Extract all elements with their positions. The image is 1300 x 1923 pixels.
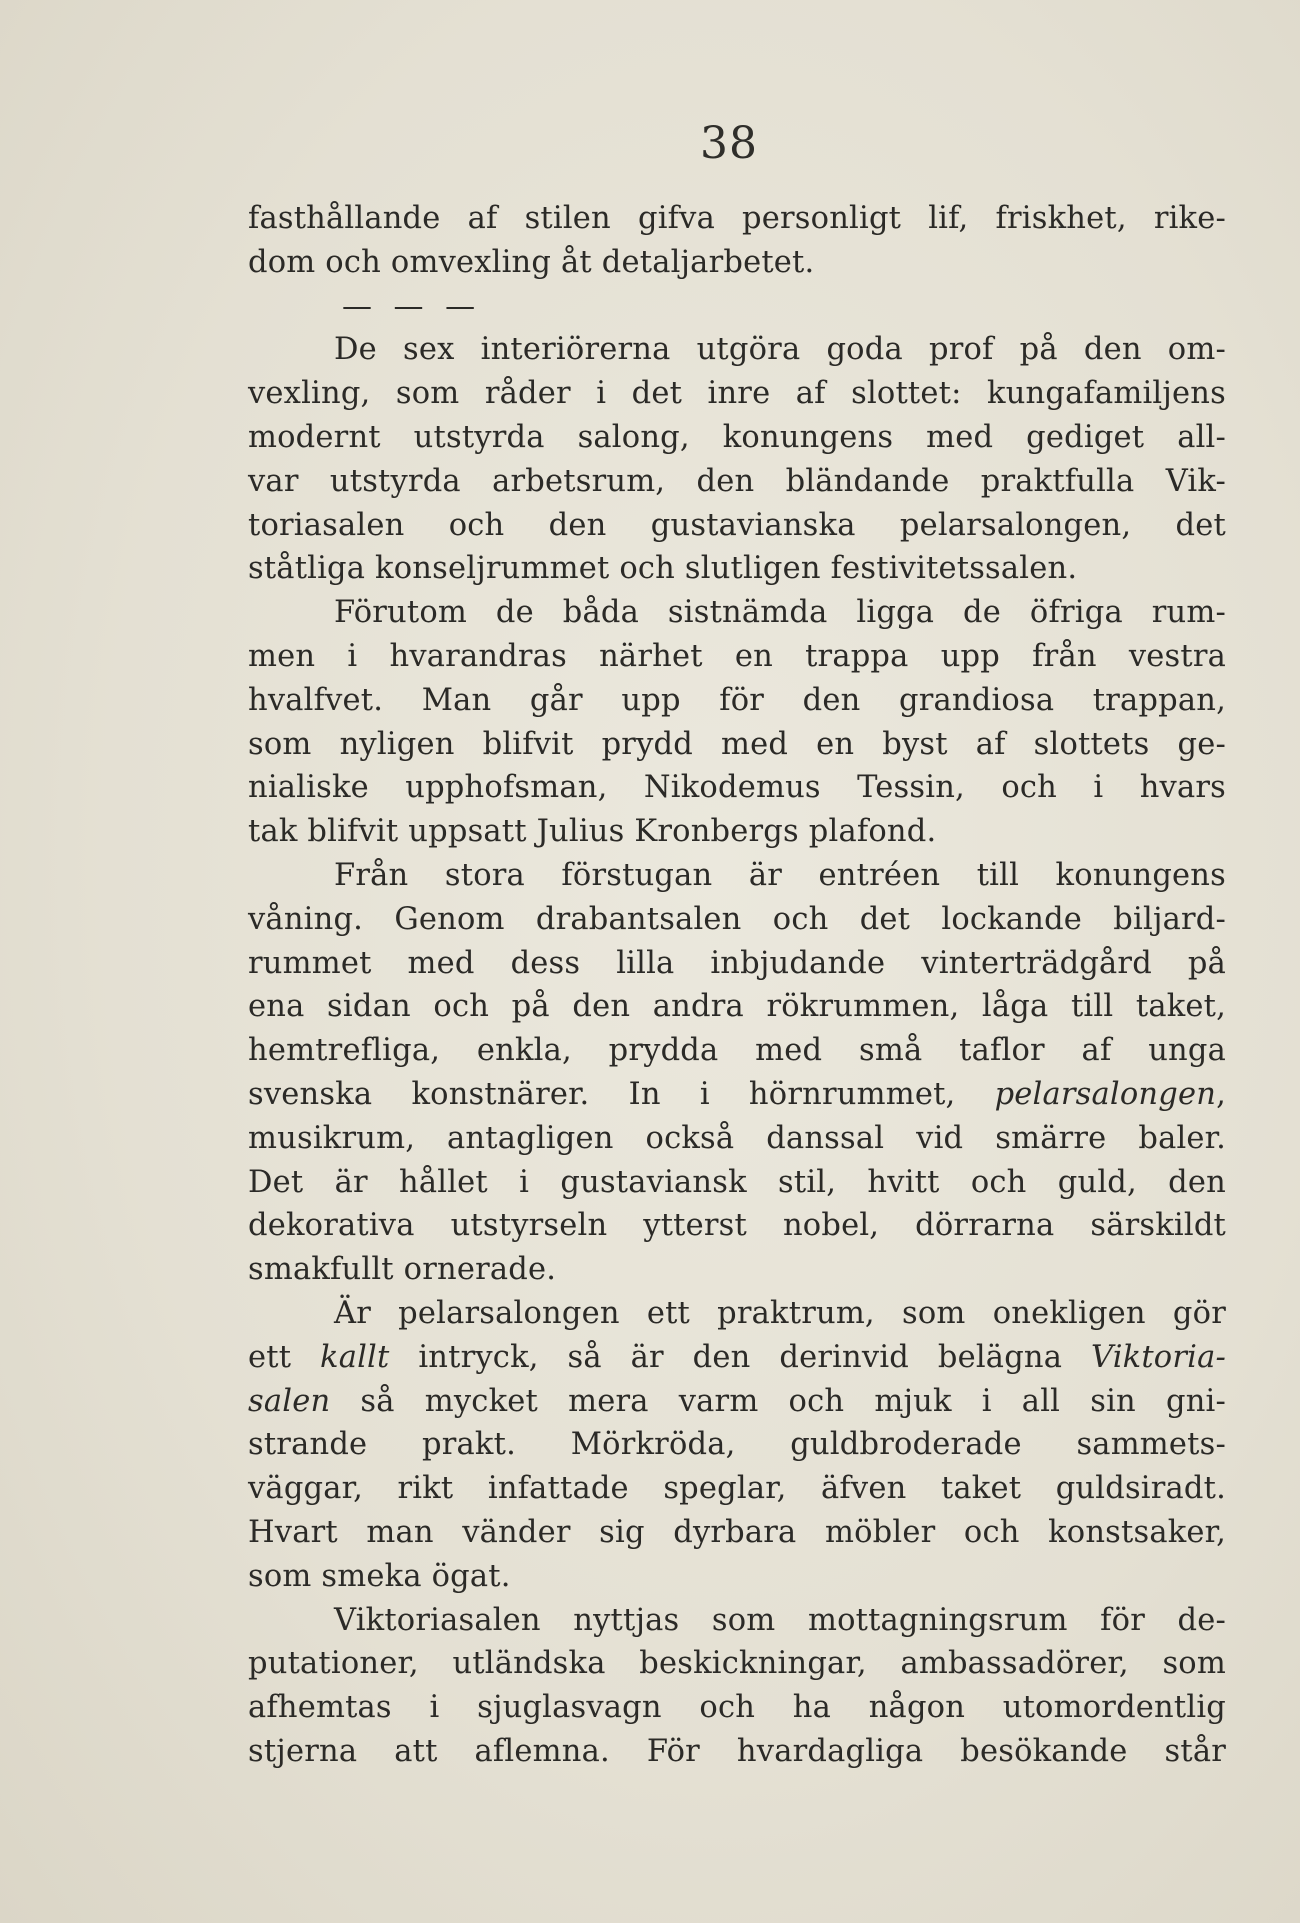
- text-segment: ,: [1216, 1076, 1226, 1112]
- text-line: Hvart man vänder sig dyrbara möbler och konstsaker,: [248, 1514, 1226, 1550]
- text-line: hvalfvet. Man går upp för den grandiosa trappan,: [248, 682, 1226, 718]
- text-line: dom och omvexling åt detaljarbetet.: [248, 244, 815, 280]
- text-line: dekorativa utstyrseln ytterst nobel, dörrarna särskildt: [248, 1208, 1226, 1244]
- text-line: ena sidan och på den andra rökrummen, låga till taket,: [248, 989, 1226, 1025]
- text-segment: ett: [248, 1339, 321, 1375]
- text-line: [248, 1336, 1226, 1380]
- text-line: Är pelarsalongen ett praktrum, som onekligen gör: [334, 1295, 1226, 1331]
- body-text: [248, 197, 1226, 1774]
- text-segment: så mycket mera varm och mjuk i all sin gni-: [330, 1383, 1226, 1419]
- text-line: afhemtas i sjuglasvagn och ha någon utomordentlig: [248, 1690, 1226, 1726]
- text-line: Viktoriasalen nyttjas som mottagningsrum för de-: [334, 1602, 1226, 1638]
- text-segment: intryck, så är den derinvid belägna: [389, 1339, 1092, 1375]
- text-line: rummet med dess lilla inbjudande vinterträdgård på: [248, 945, 1226, 981]
- text-line: som nyligen blifvit prydd med en byst af slottets ge-: [248, 726, 1226, 762]
- text-line: [248, 1073, 1226, 1117]
- text-line: modernt utstyrda salong, konungens med gediget all-: [248, 419, 1226, 455]
- text-line: ståtliga konseljrummet och slutligen festivitetssalen.: [248, 551, 1078, 587]
- text-line: putationer, utländska beskickningar, ambassadörer, som: [248, 1646, 1226, 1682]
- text-line: Från stora förstugan är entréen till konungens: [334, 857, 1226, 893]
- text-line: smakfullt ornerade.: [248, 1252, 557, 1288]
- text-line: Förutom de båda sistnämda ligga de öfriga rum-: [334, 595, 1226, 631]
- text-line: stjerna att aflemna. För hvardagliga besökande står: [248, 1733, 1226, 1769]
- italic-term: salen: [248, 1383, 331, 1419]
- text-line: Det är hållet i gustaviansk stil, hvitt och guld, den: [248, 1164, 1226, 1200]
- text-line: vexling, som råder i det inre af slottet: kungafamiljens: [248, 376, 1226, 412]
- text-line: De sex interiörerna utgöra goda prof på den om-: [334, 332, 1226, 368]
- italic-term: Viktoria-: [1091, 1339, 1226, 1375]
- text-line: strande prakt. Mörkröda, guldbroderade sammets-: [248, 1427, 1226, 1463]
- text-line: nialiske upphofsman, Nikodemus Tessin, och i hvars: [248, 770, 1226, 806]
- text-line: som smeka ögat.: [248, 1558, 511, 1594]
- text-line: fasthållande af stilen gifva personligt lif, friskhet, rike-: [248, 201, 1226, 236]
- text-line: var utstyrda arbetsrum, den bländande praktfulla Vik-: [248, 463, 1226, 499]
- italic-term: pelarsalongen: [994, 1076, 1217, 1112]
- text-line: väggar, rikt infattade speglar, äfven taket guldsiradt.: [248, 1471, 1226, 1507]
- text-line: toriasalen och den gustavianska pelarsalongen, det: [248, 507, 1226, 543]
- italic-term: kallt: [320, 1339, 390, 1375]
- text-line: men i hvarandras närhet en trappa upp från vestra: [248, 638, 1226, 674]
- text-line: våning. Genom drabantsalen och det lockande biljard-: [248, 901, 1226, 937]
- text-line: musikrum, antagligen också danssal vid smärre baler.: [248, 1120, 1226, 1156]
- section-divider: — — —: [342, 288, 482, 324]
- text-line: hemtrefliga, enkla, prydda med små taflor af unga: [248, 1033, 1226, 1069]
- text-line: tak blifvit uppsatt Julius Kronbergs plafond.: [248, 814, 937, 850]
- text-line: [248, 1380, 1226, 1424]
- text-segment: svenska konstnärer. In i hörnrummet,: [248, 1076, 995, 1112]
- page-number: 38: [700, 118, 758, 169]
